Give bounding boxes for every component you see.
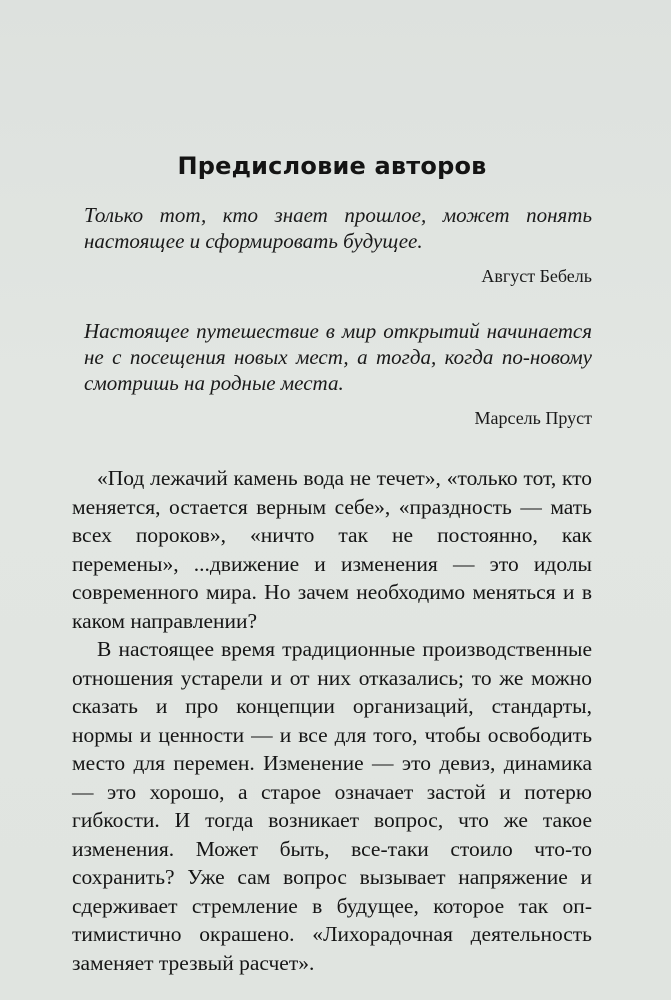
epigraph-1 xyxy=(72,202,592,287)
epigraph-author: Август Бебель xyxy=(481,266,592,286)
epigraph-2 xyxy=(72,318,592,429)
epigraph-quote: Только тот, кто знает прошлое, может понять настоящее и сформировать будущее. xyxy=(84,203,592,253)
page-title: Предисловие авторов xyxy=(177,152,487,180)
paragraph-1: «Под лежачий камень вода не течет», «только тот, кто меняется, остается верным себе», «праздность — мать всех пороков», «ничто так не постоянно, как перемены», ...движение и изменения — это идолы современного мира. Но зачем необходимо меняться и в каком направлении? xyxy=(72,466,592,633)
epigraph-author: Марсель Пруст xyxy=(474,408,592,428)
page-content xyxy=(72,152,592,977)
paragraph-2: В настоящее время традиционные производственные отношения устарели и от них отказались; то же можно сказать и про концепции организаций, стандарты, нормы и ценности — и все для того, чтобы освободить место для перемен. Изменение — это девиз, динамика — это хорошо, а старое означает застой и потерю гибкости. И тогда возникает вопрос, что же такое изменения. Может быть, все-таки стоило что-то сохранить? Уже сам вопрос вызывает напряжение и сдерживает стремление в будущее, которое так оптимистично окрашено. «Лихорадочная деятельность заменяет трезвый расчет». xyxy=(72,637,592,975)
epigraph-quote: Настоящее путешествие в мир открытий начинается не с посещения новых мест, а тогда, когда по-новому смотришь на родные места. xyxy=(84,319,592,395)
